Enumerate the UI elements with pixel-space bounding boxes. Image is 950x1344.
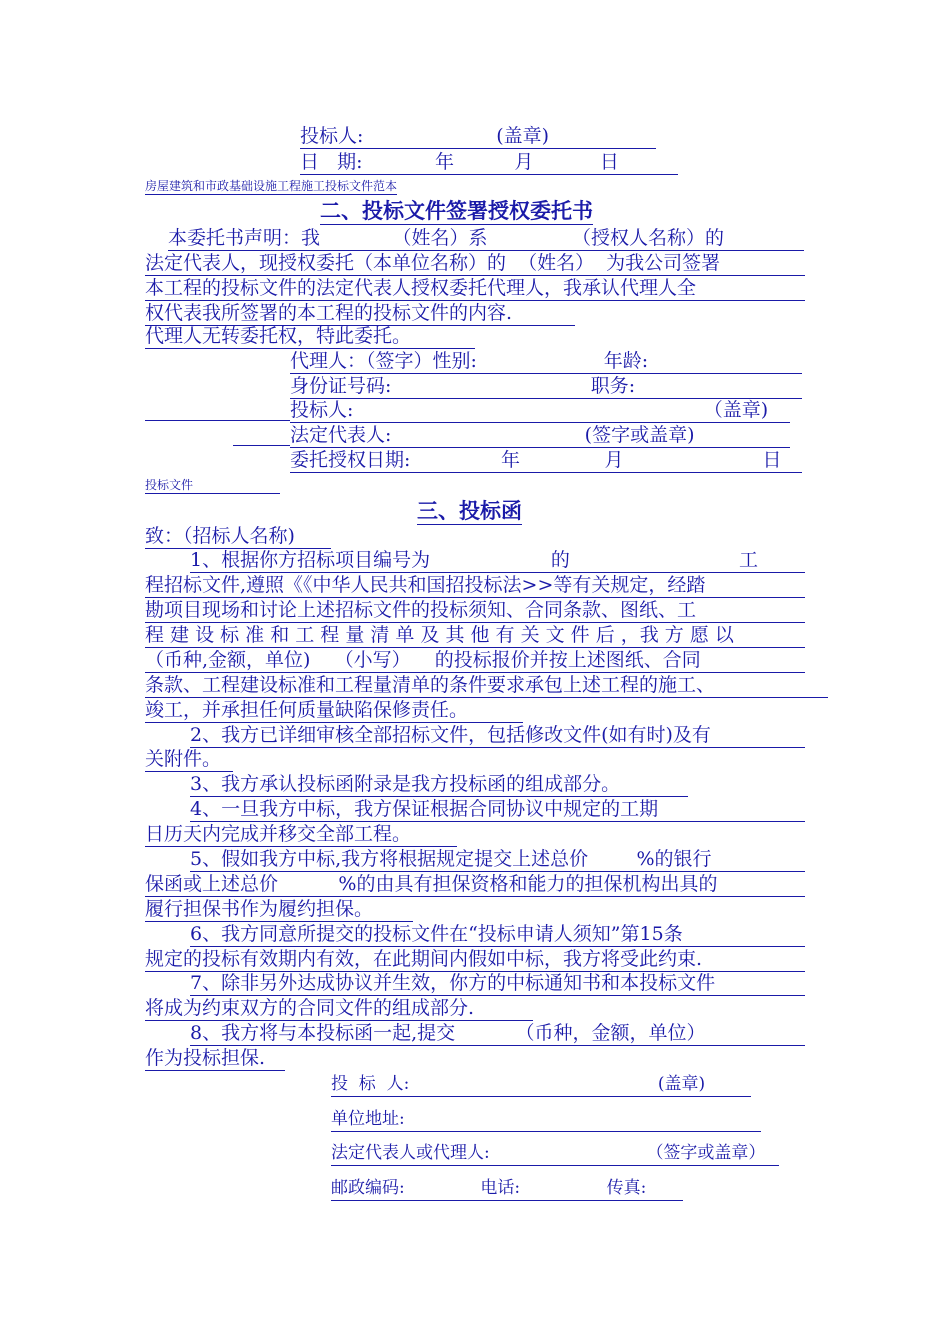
letter-line-1: 1、根据你方招标项目编号为 的 工	[190, 548, 805, 573]
letter-line-11: 4、一旦我方中标，我方保证根据合同协议中规定的工期	[190, 797, 805, 822]
letter-line-3: 勘项目现场和讨论上述招标文件的投标须知、合同条款、图纸、工	[145, 598, 805, 623]
letter-line-20: 8、我方将与本投标函一起,提交 （币种，金额，单位）	[190, 1021, 805, 1046]
letter-line-5: （币种,金额，单位) （小写） 的投标报价并按上述图纸、合同	[145, 648, 805, 673]
bidder-seal-line: 投标人: (盖章)	[300, 124, 656, 149]
letter-line-15: 履行担保书作为履约担保。	[145, 897, 413, 922]
id-number-field: 身份证号码: 职务:	[290, 374, 802, 399]
letter-line-6: 条款、工程建设标准和工程量清单的条件要求承包上述工程的施工、	[145, 673, 828, 698]
letter-line-8: 2、我方已详细审核全部招标文件，包括修改文件(如有时)及有	[190, 723, 805, 748]
letter-line-21: 作为投标担保.	[145, 1046, 285, 1071]
rule-left-legal	[233, 445, 290, 446]
section2-line-5: 代理人无转委托权，特此委托。	[145, 324, 475, 349]
letter-line-2: 程招标文件,遵照《《中华人民共和国招投标法>>等有关规定，经踏	[145, 573, 805, 598]
signature-address: 单位地址:	[331, 1107, 761, 1132]
letter-line-17: 规定的投标有效期内有效，在此期间内假如中标，我方将受此约束.	[145, 947, 805, 972]
section2-line-2: 法定代表人，现授权委托（本单位名称）的 （姓名） 为我公司签署	[145, 251, 805, 276]
letter-line-7: 竣工，并承担任何质量缺陷保修责任。	[145, 698, 523, 723]
signature-bidder: 投 标 人: (盖章)	[331, 1072, 751, 1097]
addressee: 致：（招标人名称)	[145, 524, 331, 549]
footer-label: 投标文件	[145, 477, 280, 494]
bidder-field: 投标人: （盖章)	[290, 398, 790, 423]
signature-contact: 邮政编码: 电话: 传真:	[331, 1176, 683, 1201]
section2-line-1: 本委托书声明：我 （姓名）系 （授权人名称）的	[168, 226, 804, 251]
letter-line-16: 6、我方同意所提交的投标文件在“投标申请人须知”第15条	[190, 922, 805, 947]
letter-line-9: 关附件。	[145, 747, 233, 772]
letter-line-12: 日历天内完成并移交全部工程。	[145, 822, 457, 847]
letter-line-10: 3、我方承认投标函附录是我方投标函的组成部分。	[190, 772, 688, 797]
section2-line-3: 本工程的投标文件的法定代表人授权委托代理人，我承认代理人全	[145, 276, 805, 301]
letter-line-4: 程 建 设 标 准 和 工 程 量 清 单 及 其 他 有 关 文 件 后 ，我 方 愿 以	[145, 623, 805, 648]
agent-field: 代理人：（签字）性别: 年龄:	[290, 349, 802, 374]
letter-line-14: 保函或上述总价 %的由具有担保资格和能力的担保机构出具的	[145, 872, 805, 897]
signature-legal-rep: 法定代表人或代理人: （签字或盖章）	[331, 1141, 779, 1166]
legal-rep-field: 法定代表人: (签字或盖章)	[290, 423, 790, 448]
section3-title: 三、投标函	[417, 498, 522, 523]
letter-line-18: 7、除非另外达成协议并生效，你方的中标通知书和本投标文件	[190, 971, 805, 996]
letter-line-19: 将成为约束双方的合同文件的组成部分.	[145, 996, 533, 1021]
letter-line-13: 5、假如我方中标,我方将根据规定提交上述总价 %的银行	[190, 847, 805, 872]
authorization-date-field: 委托授权日期: 年 月 日	[290, 448, 802, 473]
running-header: 房屋建筑和市政基础设施工程施工投标文件范本	[145, 179, 398, 193]
date-line: 日 期: 年 月 日	[300, 150, 678, 175]
section2-line-4: 权代表我所签署的本工程的投标文件的内容.	[145, 301, 575, 326]
section2-title: 二、投标文件签署授权委托书	[320, 198, 593, 223]
rule-left-bidder	[145, 420, 290, 421]
